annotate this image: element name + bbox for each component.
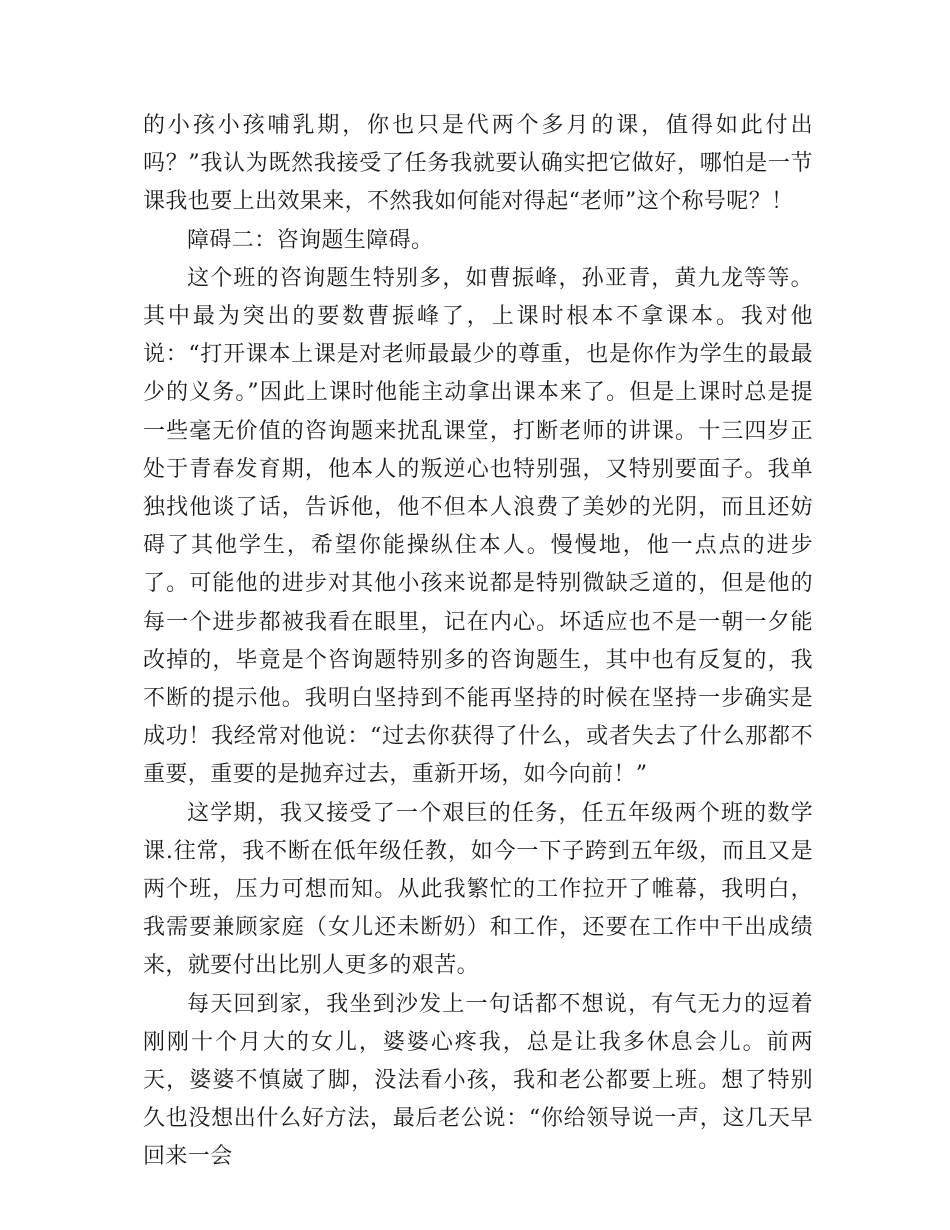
paragraph-continuation: 的小孩小孩哺乳期，你也只是代两个多月的课，值得如此付出吗？”我认为既然我接受了任务我就要认确实把它做好，哪怕是一节课我也要上出效果来，不然我如何能对得起“老师”这个称号呢？！ [143,113,813,215]
paragraph-new-task: 这学期，我又接受了一个艰巨的任务，任五年级两个班的数学课.往常，我不断在低年级任教，如今一下子跨到五年级，而且又是两个班，压力可想而知。从此我繁忙的工作拉开了帷幕，我明白，我需要兼顾家庭（女儿还未断奶）和工作，还要在工作中干出成绩来，就要付出比别人更多的艰苦。 [143,800,813,979]
paragraph-home-life: 每天回到家，我坐到沙发上一句话都不想说，有气无力的逗着刚刚十个月大的女儿，婆婆心疼我，总是让我多休息会儿。前两天，婆婆不慎崴了脚，没法看小孩，我和老公都要上班。想了特别久也没想出什么好方法，最后老公说：“你给领导说一声，这几天早回来一会 [143,991,813,1170]
paragraph-problem-student: 这个班的咨询题生特别多，如曹振峰，孙亚青，黄九龙等等。其中最为突出的要数曹振峰了，上课时根本不拿课本。我对他说：“打开课本上课是对老师最最少的尊重，也是你作为学生的最最少的义务。”因此上课时他能主动拿出课本来了。但是上课时总是提一些毫无价值的咨询题来扰乱课堂，打断老师的讲课。十三四岁正处于青春发育期，他本人的叛逆心也特别强，又特别要面子。我单独找他谈了话，告诉他，他不但本人浪费了美妙的光阴，而且还妨碍了其他学生，希望你能操纵住本人。慢慢地，他一点点的进步了。可能他的进步对其他小孩来说都是特别微缺乏道的，但是他的每一个进步都被我看在眼里，记在内心。坏适应也不是一朝一夕能改掉的，毕竟是个咨询题特别多的咨询题生，其中也有反复的，我不断的提示他。我明白坚持到不能再坚持的时候在坚持一步确实是成功！我经常对他说：“过去你获得了什么，或者失去了什么那都不重要，重要的是抛弃过去，重新开场，如今向前！” [143,265,813,788]
paragraph-obstacle-heading: 障碍二：咨询题生障碍。 [187,227,434,253]
document-body [143,107,813,1177]
